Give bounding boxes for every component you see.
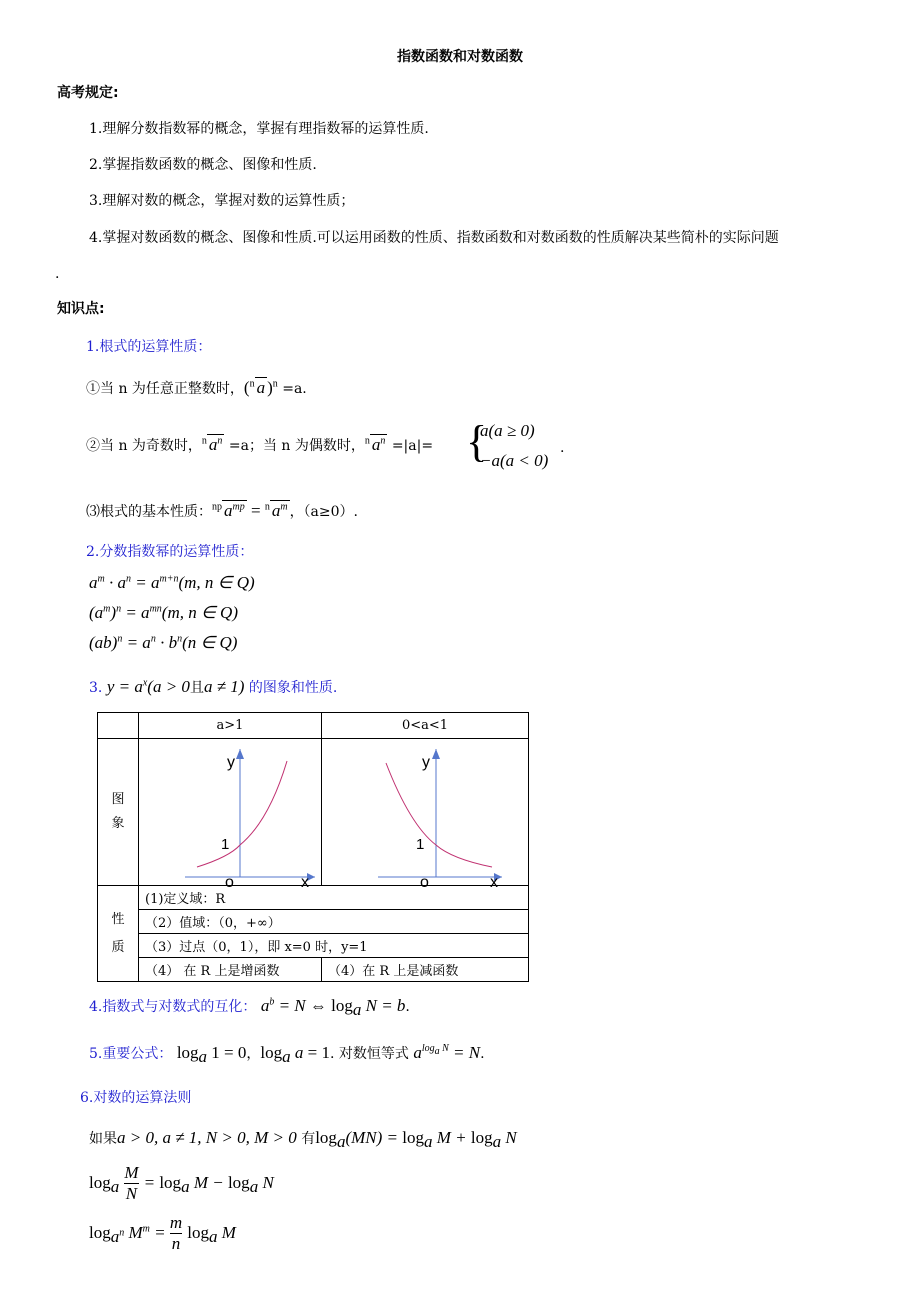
x-label: x [490,874,498,891]
col-a-lt-1: 0<a<1 [322,713,529,739]
section-5: 5.重要公式： $\log_a 1 = 0$，$\log_a a = 1$. 对数恒等式 $a^{log_a N} = N$. [89,1043,485,1066]
exp-rule-2: $(a^m)^n = a^{mn}(m$, n ∈ Q) [89,603,238,622]
exp-rule-1: $a^m \cdot a^n = a^{m+n}(m$, n ∈ Q) [89,573,255,592]
case-positive: a(a ≥ 0) [480,421,535,440]
y-label: y [227,754,235,771]
one-label: 1 [221,836,230,853]
case-end-dot: . [560,440,565,456]
requirement-item-2: 2.掌握指数函数的概念、图像和性质. [89,157,317,173]
x-label: x [301,874,309,891]
case-brace: { [466,417,488,466]
log-rule-quotient: $\log_a$ $\frac{M}{N}$ = $\log_a M - \log_a N$ [89,1163,274,1203]
origin-label: o [420,874,429,891]
trailing-dot: . [55,266,60,282]
exp-function-table [97,712,529,982]
y-label: y [422,754,430,771]
section-4: 4.指数式与对数式的互化： $a^b = N$ ⇔ $\log_a N = b$. [89,996,410,1019]
prop-domain: (1)定义域：R [139,886,529,910]
row-props-label: 性 质 [98,886,139,982]
y-axis-arrow-icon [432,749,440,759]
case-negative: −a(a < 0) [480,451,549,470]
knowledge-heading: 知识点: [57,301,105,317]
prop-increasing: （4） 在 R 上是增函数 [139,958,322,982]
section-1-title: 1.根式的运算性质： [86,339,212,355]
prop-point: （3）过点（0，1），即 x=0 时，y=1 [139,934,529,958]
page-title: 指数函数和对数函数 [397,49,523,65]
requirement-item-1: 1.理解分数指数幂的概念，掌握有理指数幂的运算性质. [89,121,429,137]
col-a-gt-1: a>1 [139,713,322,739]
radical-rule-1: ①当 n 为任意正整数时，($^n$ a )$^n$ =a. [86,378,307,397]
section-6-title: 6.对数的运算法则 [80,1090,192,1106]
requirement-item-3: 3.理解对数的概念，掌握对数的运算性质； [89,193,355,209]
exp-rule-3: $(ab)^n = a^n \cdot b^n(n$ ∈ Q) [89,633,238,652]
one-label: 1 [416,836,425,853]
y-axis-arrow-icon [236,749,244,759]
growth-curve-graph [139,739,321,891]
origin-label: o [225,874,234,891]
log-rule-power: $\log_{a^n} M^m$ = $\frac{m}{n}$ $\log_a M$ [89,1213,236,1253]
graph-a-gt-1 [139,739,322,891]
prop-decreasing: （4）在 R 上是减函数 [322,958,529,982]
radical-rule-3: ⑶根式的基本性质：$^{np}$ $a^{mp} = ^n$ $a^m$ ，（a≥0）. [86,501,358,520]
radical-rule-2: ②当 n 为奇数时，$^n$ $a^n =a$；当 n 为偶数时，$^n$ $a^n =|a|=$ [86,435,434,454]
row-graph-label: 图 象 [98,739,139,886]
decay-curve-graph [322,739,528,891]
section-3-title: 3. $y = a^x(a > 0$且a ≠ 1) 的图象和性质. [89,677,338,696]
prop-range: （2）值域：（0，+∞） [139,910,529,934]
section-2-title: 2.分数指数幂的运算性质： [86,544,254,560]
graph-a-lt-1 [322,739,529,891]
requirements-heading: 高考规定: [57,85,119,101]
requirement-item-4: 4.掌握对数函数的概念、图像和性质.可以运用函数的性质、指数函数和对数函数的性质解决某些简朴的实际问题 [89,230,779,246]
log-rule-product: 如果a > 0, a ≠ 1, N > 0, M > 0 有$\log_a(MN) = \log_a M + \log_a N$ [89,1128,517,1151]
